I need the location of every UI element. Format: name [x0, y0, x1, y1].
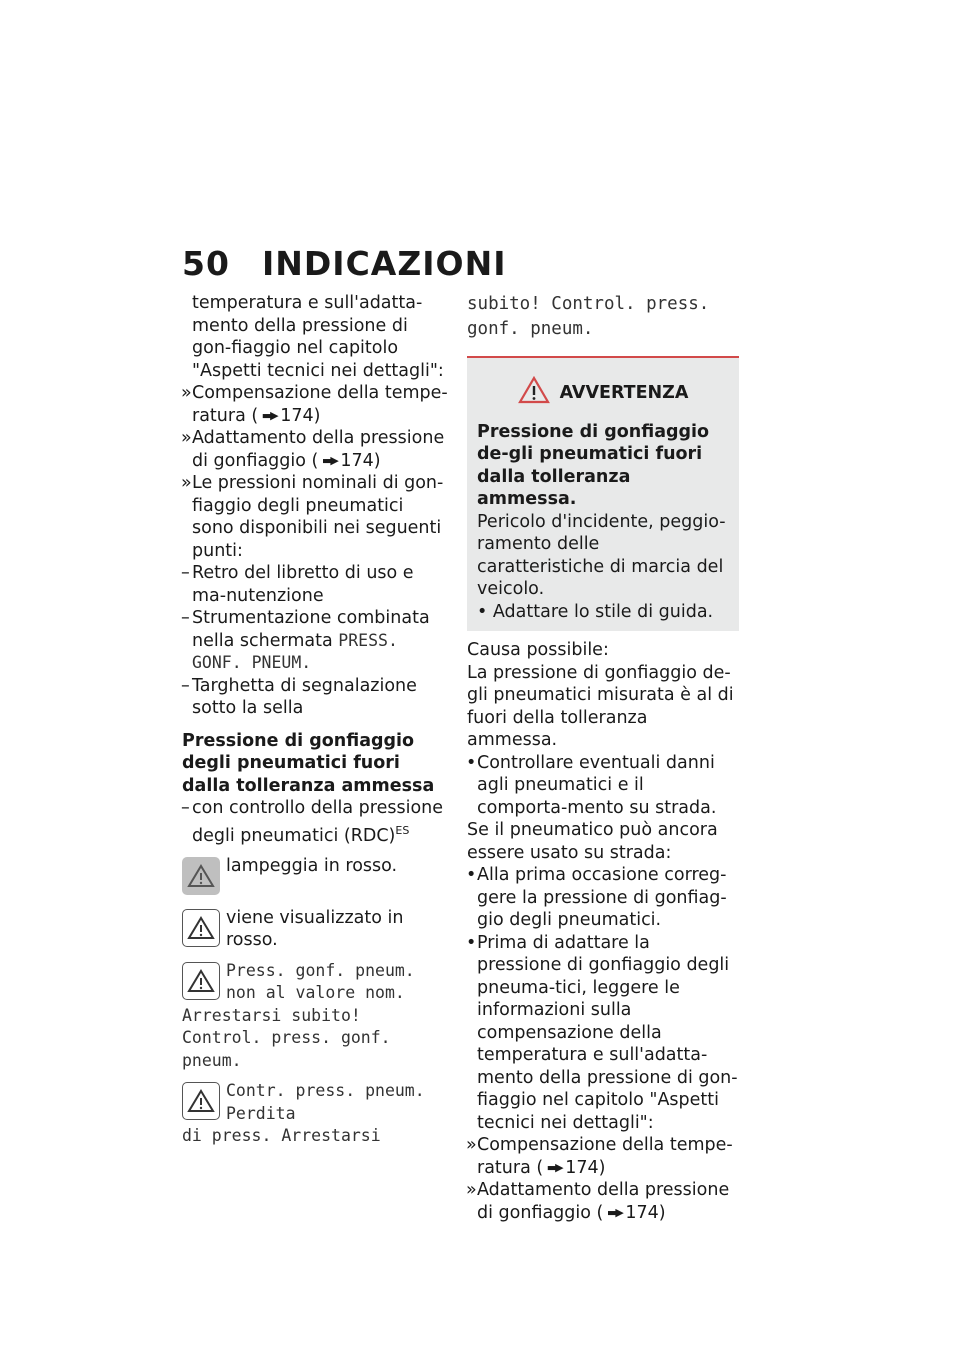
bullet-item: • Alla prima occasione correg-gere la pressione di gonfiag-gio degli pneumatici.	[466, 865, 727, 930]
warning-action: • Adattare lo stile di guida.	[477, 601, 714, 622]
bullet-item: • Controllare eventuali danni agli pneumatici e il comporta-mento su strada.	[466, 752, 717, 818]
usable-text: Se il pneumatico può ancora essere usato su strada:	[467, 820, 718, 863]
display-message-row: Contr. press. pneum. Perdita	[182, 1080, 450, 1125]
warning-triangle-filled-icon	[182, 857, 220, 895]
display-message-continued: Arrestarsi subito! Control. press. gonf. pneum.	[182, 1005, 391, 1070]
cause-text: La pressione di gonfiaggio de-gli pneumatici misurata è al di fuori della tolleranza ammessa.	[467, 662, 734, 750]
warning-title: AVVERTENZA	[559, 383, 689, 403]
reference-item[interactable]: » Compensazione della tempe-ratura ( ▬▶ 174)	[181, 383, 448, 426]
right-column	[467, 292, 739, 1224]
warning-triangle-red-icon	[518, 376, 550, 411]
condition-item: – con controllo della pressione degli pneumatici (RDC)$^{ES}$	[181, 798, 444, 846]
indicator-row: lampeggia in rosso.	[182, 855, 450, 899]
left-column	[182, 292, 450, 1148]
warning-triangle-outline-icon	[182, 1082, 220, 1120]
dash-list-item: – Targhetta di segnalazione sotto la sella	[181, 675, 417, 718]
bullet-item: • Prima di adattare la pressione di gonfiaggio degli pneuma-tici, leggere le informazioni sulla compensazione della temperatura e sull'adatta-mento della pressione di gon-fiaggio nel capitolo "Aspetti tecnici nei dettagli":	[466, 932, 738, 1133]
intro-paragraph: temperatura e sull'adatta-mento della pressione di gon-fiaggio nel capitolo "Aspetti tecnici nei dettagli":	[192, 293, 444, 381]
display-message-continued: di press. Arrestarsi	[182, 1126, 381, 1146]
page-header	[182, 244, 506, 283]
reference-item[interactable]: » Adattamento della pressione di gonfiaggio ( ▬▶ 174)	[181, 428, 445, 471]
warning-box	[467, 356, 739, 631]
indicator-row: viene visualizzato in rosso.	[182, 907, 450, 952]
dash-list-item: – Retro del libretto di uso e ma-nutenzione	[181, 563, 414, 606]
warning-header	[477, 376, 729, 411]
display-message-continued: subito! Control. press. gonf. pneum.	[467, 294, 710, 339]
chapter-title: INDICAZIONI	[262, 244, 507, 283]
nominal-pressure-item: » Le pressioni nominali di gon-fiaggio degli pneumatici sono disponibili nei seguenti punti:	[181, 473, 444, 561]
dash-list-item: – Strumentazione combinata nella schermata PRESS. GONF. PNEUM.	[181, 608, 430, 672]
page-reference-arrow-icon: ▬▶	[261, 408, 277, 422]
cause-label: Causa possibile:	[467, 640, 609, 660]
warning-triangle-outline-icon	[182, 962, 220, 1000]
display-message-row: Press. gonf. pneum. non al valore nom.	[182, 960, 450, 1005]
page-reference-arrow-icon: ▬▶	[606, 1205, 622, 1219]
warning-triangle-outline-icon	[182, 909, 220, 947]
reference-item[interactable]: » Compensazione della tempe-ratura ( ▬▶ 174)	[466, 1135, 733, 1178]
page-reference-arrow-icon: ▬▶	[546, 1160, 562, 1174]
page-number: 50	[182, 244, 230, 283]
display-message: PRESS. GONF. PNEUM.	[192, 630, 398, 672]
page-reference-arrow-icon: ▬▶	[321, 453, 337, 467]
warning-body: Pericolo d'incidente, peggio-ramento delle caratteristiche di marcia del veicolo.	[477, 511, 726, 599]
reference-item[interactable]: » Adattamento della pressione di gonfiaggio ( ▬▶ 174)	[466, 1180, 730, 1223]
section-heading: Pressione di gonfiaggio degli pneumatici fuori dalla tolleranza ammessa	[182, 730, 435, 796]
warning-bold-text: Pressione di gonfiaggio de-gli pneumatici fuori dalla tolleranza ammessa.	[477, 421, 710, 509]
